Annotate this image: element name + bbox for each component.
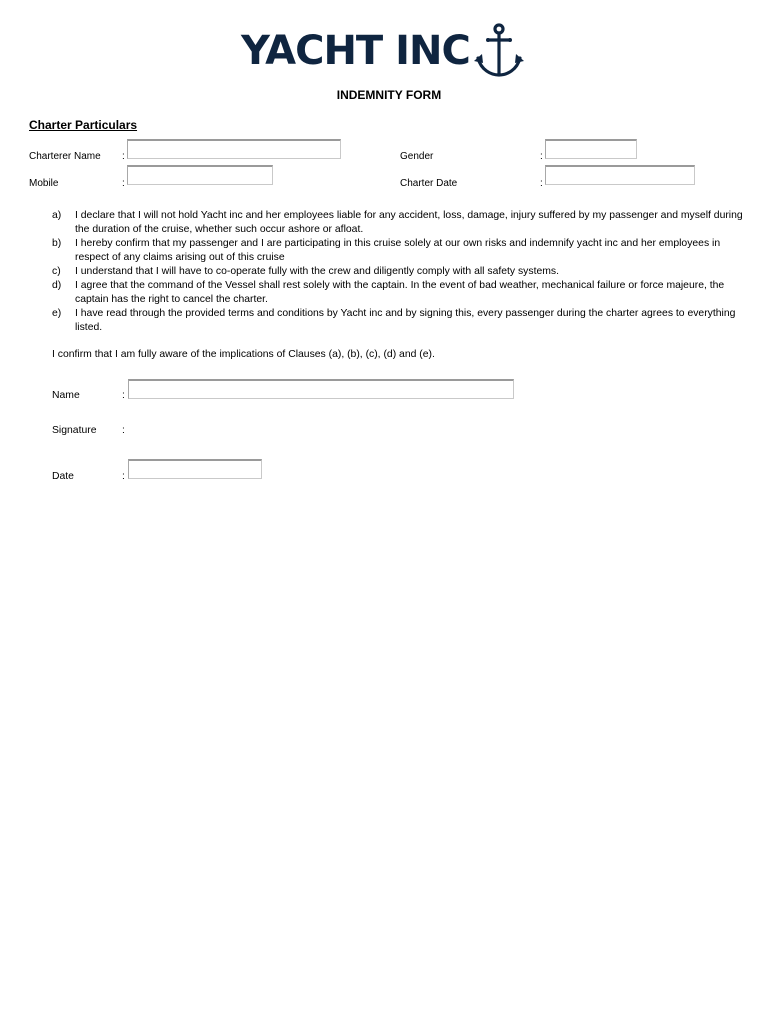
- colon: :: [122, 151, 125, 162]
- clause-item: [52, 265, 752, 279]
- anchor-icon: [473, 22, 525, 80]
- clause-letter: b): [52, 238, 62, 249]
- mobile-label: Mobile: [29, 178, 59, 189]
- clause-text: I hereby confirm that my passenger and I are participating in this cruise solely at our own risks and indemnify yacht inc and her employees in respect of any claims arising out of this cruise: [75, 238, 721, 263]
- clause-text: I understand that I will have to co-operate fully with the crew and diligently comply with all safety systems.: [75, 266, 559, 277]
- date-field[interactable]: [128, 459, 262, 479]
- clause-item: [52, 279, 752, 307]
- mobile-field[interactable]: [127, 165, 273, 185]
- clause-letter: d): [52, 280, 62, 291]
- clause-letter: e): [52, 308, 62, 319]
- name-label: Name: [52, 390, 80, 401]
- date-label: Date: [52, 471, 74, 482]
- clause-item: [52, 237, 752, 265]
- colon: :: [540, 178, 543, 189]
- colon: :: [122, 390, 125, 401]
- charterer-name-label: Charterer Name: [29, 151, 101, 162]
- clause-letter: a): [52, 210, 62, 221]
- yacht-inc-logo: [241, 22, 531, 82]
- clause-letter: c): [52, 266, 61, 277]
- clause-item: [52, 307, 752, 335]
- charter-date-label: Charter Date: [400, 178, 458, 189]
- clause-text: I have read through the provided terms and conditions by Yacht inc and by signing this, every passenger during the charter agrees to everything listed.: [75, 308, 736, 333]
- colon: :: [122, 425, 125, 436]
- section-heading-charter-particulars: Charter Particulars: [29, 118, 138, 132]
- logo-text: YACHT INC: [241, 28, 470, 74]
- clause-text: I declare that I will not hold Yacht inc and her employees liable for any accident, loss, damage, injury suffered by my passenger and myself during the duration of the cruise, whether such occur ashore or afloat.: [75, 210, 743, 235]
- confirmation-statement: I confirm that I am fully aware of the implications of Clauses (a), (b), (c), (d) and (e).: [52, 349, 435, 360]
- colon: :: [540, 151, 543, 162]
- gender-field[interactable]: [545, 139, 637, 159]
- colon: :: [122, 178, 125, 189]
- clause-item: [52, 209, 752, 237]
- clauses-list: [52, 209, 752, 335]
- signature-label: Signature: [52, 425, 97, 436]
- colon: :: [122, 471, 125, 482]
- charterer-name-field[interactable]: [127, 139, 341, 159]
- clause-text: I agree that the command of the Vessel shall rest solely with the captain. In the event of bad weather, mechanical failure or force majeure, the captain has the right to cancel the charter.: [75, 280, 725, 305]
- charter-date-field[interactable]: [545, 165, 695, 185]
- name-field[interactable]: [128, 379, 514, 399]
- gender-label: Gender: [400, 151, 434, 162]
- form-title: INDEMNITY FORM: [336, 88, 442, 102]
